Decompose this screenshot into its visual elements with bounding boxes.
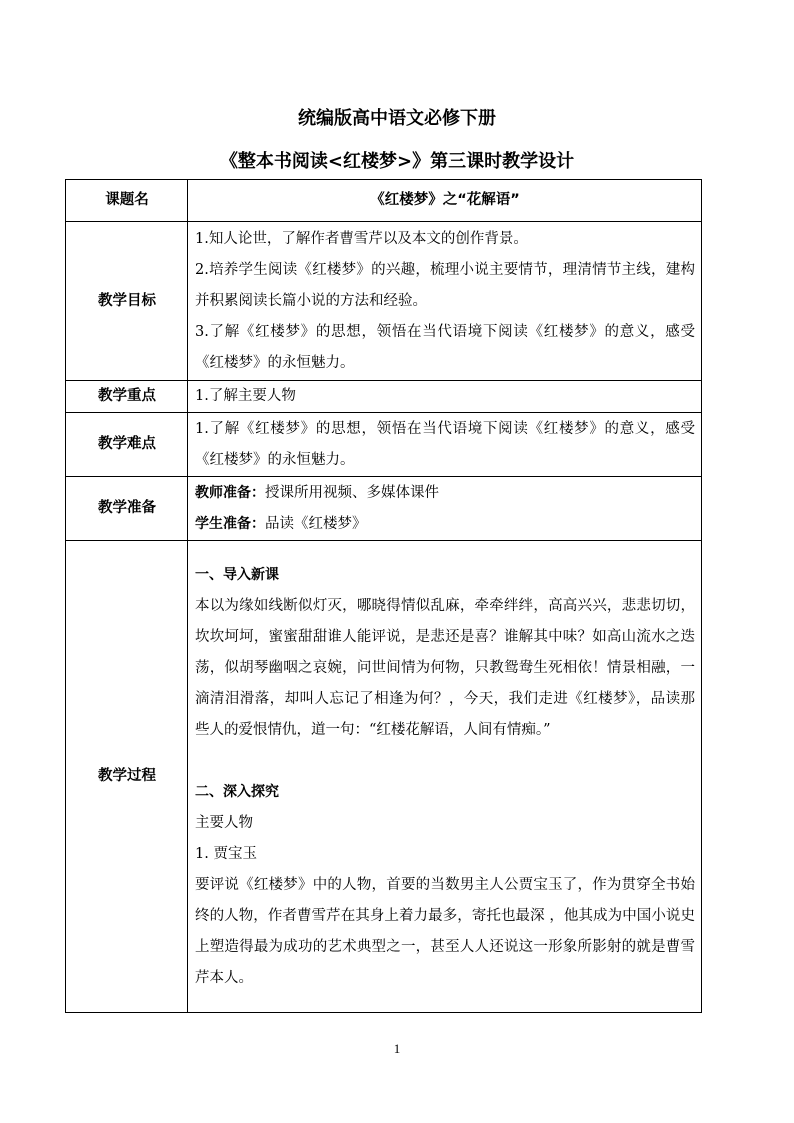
difficulty-value: 1.了解《红楼梦》的思想，领悟在当代语境下阅读《红楼梦》的意义，感受《红楼梦》的永恒魅力。 [188,413,702,477]
document-subtitle: 《整本书阅读<红楼梦>》第三课时教学设计 [219,151,575,172]
prep-label: 教学准备 [66,477,188,541]
prep-cell [188,477,702,541]
table-row [66,222,702,381]
section-heading: 一、导入新课 [195,566,279,583]
intro-paragraph: 本以为缘如线断似灯灭，哪晓得情似乱麻，牵牵绊绊，高高兴兴，悲悲切切，坎坎坷坷，蜜蜜甜甜谁人能评说，是悲还是喜？谁解其中味？如高山流水之迭荡，似胡琴幽咽之哀婉，问世间情为何物，只教鸳鸯生死相依！情景相融，一滴清泪滑落，却叫人忘记了相逢为何？，今天，我们走进《红楼梦》，品读那些人的爱恨情仇，道一句：“红楼花解语，人间有情痴。” [195,597,695,738]
goal-item: 1.知人论世，了解作者曹雪芹以及本文的创作背景。 [195,230,528,247]
goal-item: 2.培养学生阅读《红楼梦》的兴趣，梳理小说主要情节，理清情节主线，建构并积累阅读长篇小说的方法和经验。 [195,261,695,309]
process-cell [188,541,702,1013]
difficulty-label: 教学难点 [66,413,188,477]
table-row [66,381,702,413]
key-label: 教学重点 [66,381,188,413]
goals-label: 教学目标 [66,222,188,381]
topic-value: 《红楼梦》之“花解语” [188,180,702,222]
table-row [66,413,702,477]
document-title: 统编版高中语文必修下册 [298,108,496,129]
student-prep [195,509,695,540]
lesson-plan-table [65,179,702,1013]
table-row [66,180,702,222]
goals-cell [188,222,702,381]
process-label: 教学过程 [66,541,188,1013]
student-prep-value: 品读《红楼梦》 [265,515,367,532]
goal-item: 3.了解《红楼梦》的思想，领悟在当代语境下阅读《红楼梦》的意义，感受《红楼梦》的永恒魅力。 [195,323,695,371]
teacher-prep-label: 教师准备： [195,484,265,501]
blank-line [195,746,695,777]
table-row [66,477,702,541]
subheading: 主要人物 [195,814,253,831]
teacher-prep-value: 授课所用视频、多媒体课件 [265,484,439,501]
page-number: 1 [393,1041,401,1056]
character-paragraph: 要评说《红楼梦》中的人物，首要的当数男主人公贾宝玉了，作为贯穿全书始终的人物，作者曹雪芹在其身上着力最多，寄托也最深 ，他其成为中国小说史上塑造得最为成功的艺术典型之一，甚至人人还说这一形象所影射的就是曹雪芹本人。 [195,876,695,986]
table-row [66,541,702,1013]
key-value: 1.了解主要人物 [188,381,702,413]
topic-label: 课题名 [66,180,188,222]
student-prep-label: 学生准备： [195,515,265,532]
section-heading: 二、深入探究 [195,783,279,800]
character-heading: 1. 贾宝玉 [195,845,257,862]
teacher-prep [195,478,695,509]
